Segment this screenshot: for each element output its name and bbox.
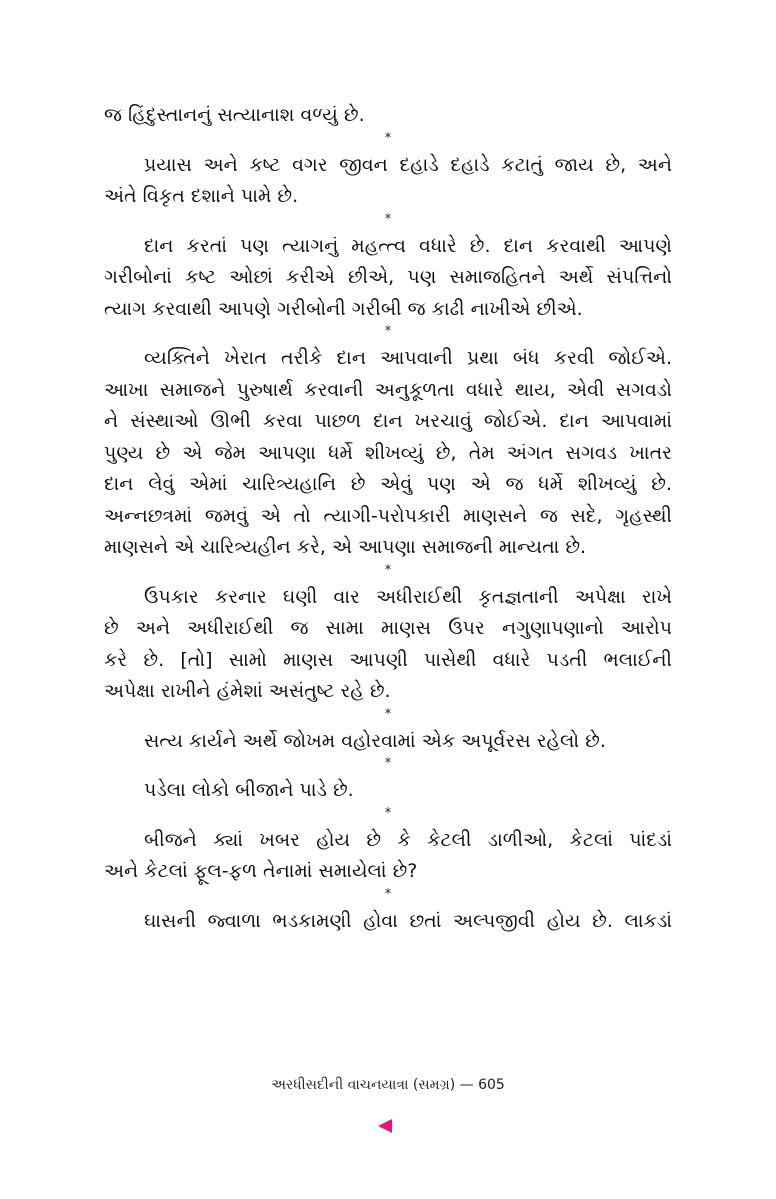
text-line: પુણ્ય છે એ જેમ આપણા ધર્મે શીખવ્યું છે, તેમ અંગત સગવડ ખાતર <box>104 441 672 464</box>
text-line: ને સંસ્થાઓ ઊભી કરવા પાછળ દાન ખરચાવું જોઈએ. દાન આપવામાં <box>104 410 672 432</box>
text-line: દાન લેવું એમાં ચારિત્ર્યહાનિ છે એવું પણ એ જ ધર્મે શીખવ્યું છે. <box>104 473 672 495</box>
para-5 <box>104 726 672 758</box>
para-6 <box>104 775 672 807</box>
text-line: અપેક્ષા રાખીને હંમેશાં અસંતુષ્ટ રહે છે. <box>104 680 391 702</box>
text-line: ત્યાગ કરવાથી આપણે ગરીબોની ગરીબી જ કાઢી નાખીએ છીએ. <box>104 297 583 320</box>
page-body <box>104 100 672 937</box>
text-line: અને કેટલાં ફૂલ-ફળ તેનામાં સમાયેલાં છે? <box>104 860 418 882</box>
text-line: બીજને ક્યાં ખબર હોય છે કે કેટલી ડાળીઓ, કેટલાં પાંદડાં <box>144 828 672 851</box>
section-separator: * <box>384 324 392 339</box>
text-line: અંતે વિકૃત દશાને પામે છે. <box>104 185 299 207</box>
para-8 <box>104 906 672 938</box>
text-line: ગરીબોનાં કષ્ટ ઓછાં કરીએ છીએ, પણ સમાજહિતને અર્થે સંપત્તિનો <box>104 266 672 288</box>
para-0 <box>104 100 672 132</box>
para-4 <box>104 582 672 708</box>
text-line: અન્નછત્રમાં જમવું એ તો ત્યાગી-પરોપકારી માણસને જ સદે, ગૃહસ્થી <box>104 504 672 527</box>
text-line: દાન કરતાં પણ ત્યાગનું મહત્ત્વ વધારે છે. દાન કરવાથી આપણે <box>144 234 672 257</box>
text-line: પડેલા લોકો બીજાને પાડે છે. <box>144 779 354 801</box>
text-line: છે અને અધીરાઈથી જ સામા માણસ ઉપર નગુણાપણાનો આરોપ <box>104 617 672 639</box>
section-separator: * <box>384 706 392 722</box>
section-separator: * <box>384 130 392 146</box>
text-line: આખા સમાજને પુરુષાર્થ કરવાની અનુકૂળતા વધારે થાય, એવી સગવડો <box>104 378 672 401</box>
text-line: જ હિંદુસ્તાનનું સત્યાનાશ વળ્યું છે. <box>104 104 365 126</box>
text-line: માણસને એ ચારિત્ર્યહીન કરે, એ આપણા સમાજની માન્યતા છે. <box>104 536 587 558</box>
text-line: કરે છે. [તો] સામો માણસ આપણી પાસેથી વધારે પડતી ભલાઈની <box>104 648 672 671</box>
section-separator: * <box>384 211 392 227</box>
section-separator: * <box>384 805 392 821</box>
text-line: વ્યક્તિને ખેરાત તરીકે દાન આપવાની પ્રથા બંધ કરવી જોઈએ. <box>144 347 672 369</box>
section-separator: * <box>384 562 392 578</box>
para-7 <box>104 825 672 888</box>
section-separator: * <box>384 756 392 771</box>
para-3 <box>104 343 672 564</box>
text-line: ઘાસની જ્વાળા ભડકામણી હોવા છતાં અલ્પજીવી હોય છે. લાકડાં <box>144 909 672 932</box>
text-line: સત્ય કાર્યને અર્થે જોખમ વહોરવામાં એક અપૂર્વરસ રહેલો છે. <box>144 729 606 752</box>
left-triangle-icon[interactable] <box>378 1119 392 1133</box>
text-line: પ્રયાસ અને કષ્ટ વગર જીવન દહાડે દહાડે કટાતું જાય છે, અને <box>144 153 672 176</box>
text-line: ઉપકાર કરનાર ઘણી વાર અધીરાઈથી કૃતજ્ઞતાની અપેક્ષા રાખે <box>144 585 672 608</box>
page-footer: અરધીસદીની વાચનયાત્રા (સમગ્ર) — 605 <box>271 1077 505 1093</box>
section-separator: * <box>384 886 392 902</box>
para-1 <box>104 150 672 213</box>
para-2 <box>104 231 672 326</box>
